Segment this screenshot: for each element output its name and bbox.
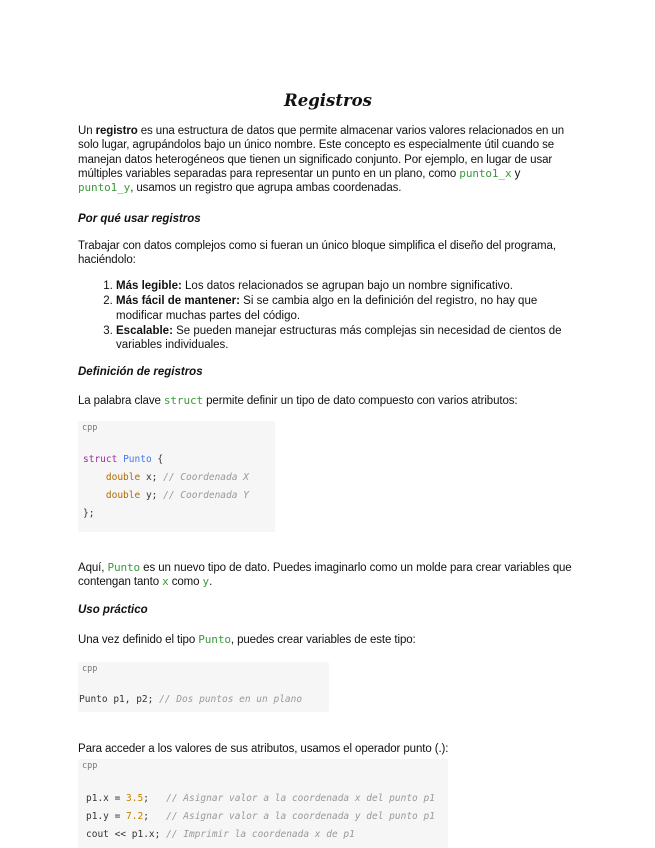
inline-code: Punto — [107, 561, 141, 574]
intro-text: es una estructura de datos que permite almacenar varios valores relacionados en un solo lugar, agrupándolos bajo un único nombre. Este concepto es especialmente útil cuando se manejan datos heterogéneos que tienen un significado conjunto. Por ejemplo, en lugar de usar múltiples variables separadas para representar un punto en un plano, como — [78, 125, 565, 180]
paragraph-text: La palabra clave — [78, 395, 164, 407]
list-item-text: Los datos relacionados se agrupan bajo un nombre significativo. — [181, 280, 513, 292]
paragraph-text: como — [168, 576, 203, 589]
paragraph-text: Aquí, — [78, 562, 108, 574]
paragraph-text: permite definir un tipo de dato compuesto con varios atributos: — [203, 395, 518, 407]
list-item — [116, 324, 578, 353]
list-item-bold: Escalable: — [116, 324, 173, 337]
intro-bold-term: registro — [95, 125, 138, 137]
code-line: double x; // Coordenada X — [105, 472, 249, 483]
paragraph-text: Una vez definido el tipo — [78, 634, 199, 646]
code-language-label: cpp — [82, 423, 98, 433]
paragraph-text: . — [209, 576, 213, 589]
intro-text: Un — [78, 125, 96, 137]
why-paragraph: Trabajar con datos complejos como si fueran un único bloque simplifica el diseño del programa, haciéndolo: — [78, 240, 556, 267]
intro-paragraph — [78, 124, 578, 195]
code-line: Punto p1, p2; // Dos puntos en un plano — [79, 694, 303, 705]
list-item — [116, 279, 578, 293]
code-line: p1.y = 7.2; // Asignar valor a la coordenada y del punto p1 — [86, 811, 435, 822]
inline-code: y — [202, 575, 210, 589]
paragraph-text: es un nuevo tipo de dato. Puedes imaginarlo como un molde para crear variables que contengan tanto — [78, 562, 572, 589]
code-line: cout << p1.x; // Imprimir la coordenada x de p1 — [86, 829, 355, 840]
list-item-bold: Más fácil de mantener: — [116, 295, 240, 308]
list-item — [116, 294, 578, 323]
code-language-label: cpp — [82, 761, 98, 771]
inline-code: x — [162, 575, 169, 589]
paragraph-text: , puedes crear variables de este tipo: — [230, 634, 416, 646]
section-heading-definition: Definición de registros — [78, 366, 203, 378]
code-language-label: cpp — [82, 664, 98, 674]
list-item-text: Se pueden manejar estructuras más complejas sin necesidad de cientos de variables individuales. — [116, 324, 562, 352]
page-title: Registros — [284, 91, 372, 110]
intro-text: , usamos un registro que agrupa ambas coordenadas. — [130, 182, 402, 195]
list-item-bold: Más legible: — [116, 280, 182, 292]
definition-paragraph — [78, 394, 578, 408]
use-paragraph — [78, 633, 578, 647]
inline-code: Punto — [198, 633, 231, 646]
code-line: p1.x = 3.5; // Asignar valor a la coordenada x del punto p1 — [86, 793, 435, 804]
section-heading-use: Uso práctico — [78, 604, 148, 616]
code-line: }; — [83, 508, 95, 519]
inline-code: punto1_y — [78, 181, 131, 195]
access-paragraph: Para acceder a los valores de sus atributos, usamos el operador punto (.): — [78, 743, 449, 755]
benefits-list — [78, 279, 578, 353]
code-block-struct[interactable] — [78, 421, 275, 532]
after-definition-paragraph — [78, 561, 578, 590]
intro-text: y — [511, 167, 521, 180]
inline-code: struct — [163, 394, 204, 407]
list-item-text: Si se cambia algo en la definición del registro, no hay que modificar muchas partes del código. — [116, 295, 538, 322]
code-line: struct Punto { — [83, 454, 164, 465]
code-block-access[interactable] — [78, 759, 448, 848]
section-heading-why: Por qué usar registros — [78, 213, 201, 225]
inline-code: punto1_x — [459, 166, 512, 180]
code-block-declaration[interactable] — [78, 662, 329, 712]
code-line: double y; // Coordenada Y — [105, 490, 249, 501]
